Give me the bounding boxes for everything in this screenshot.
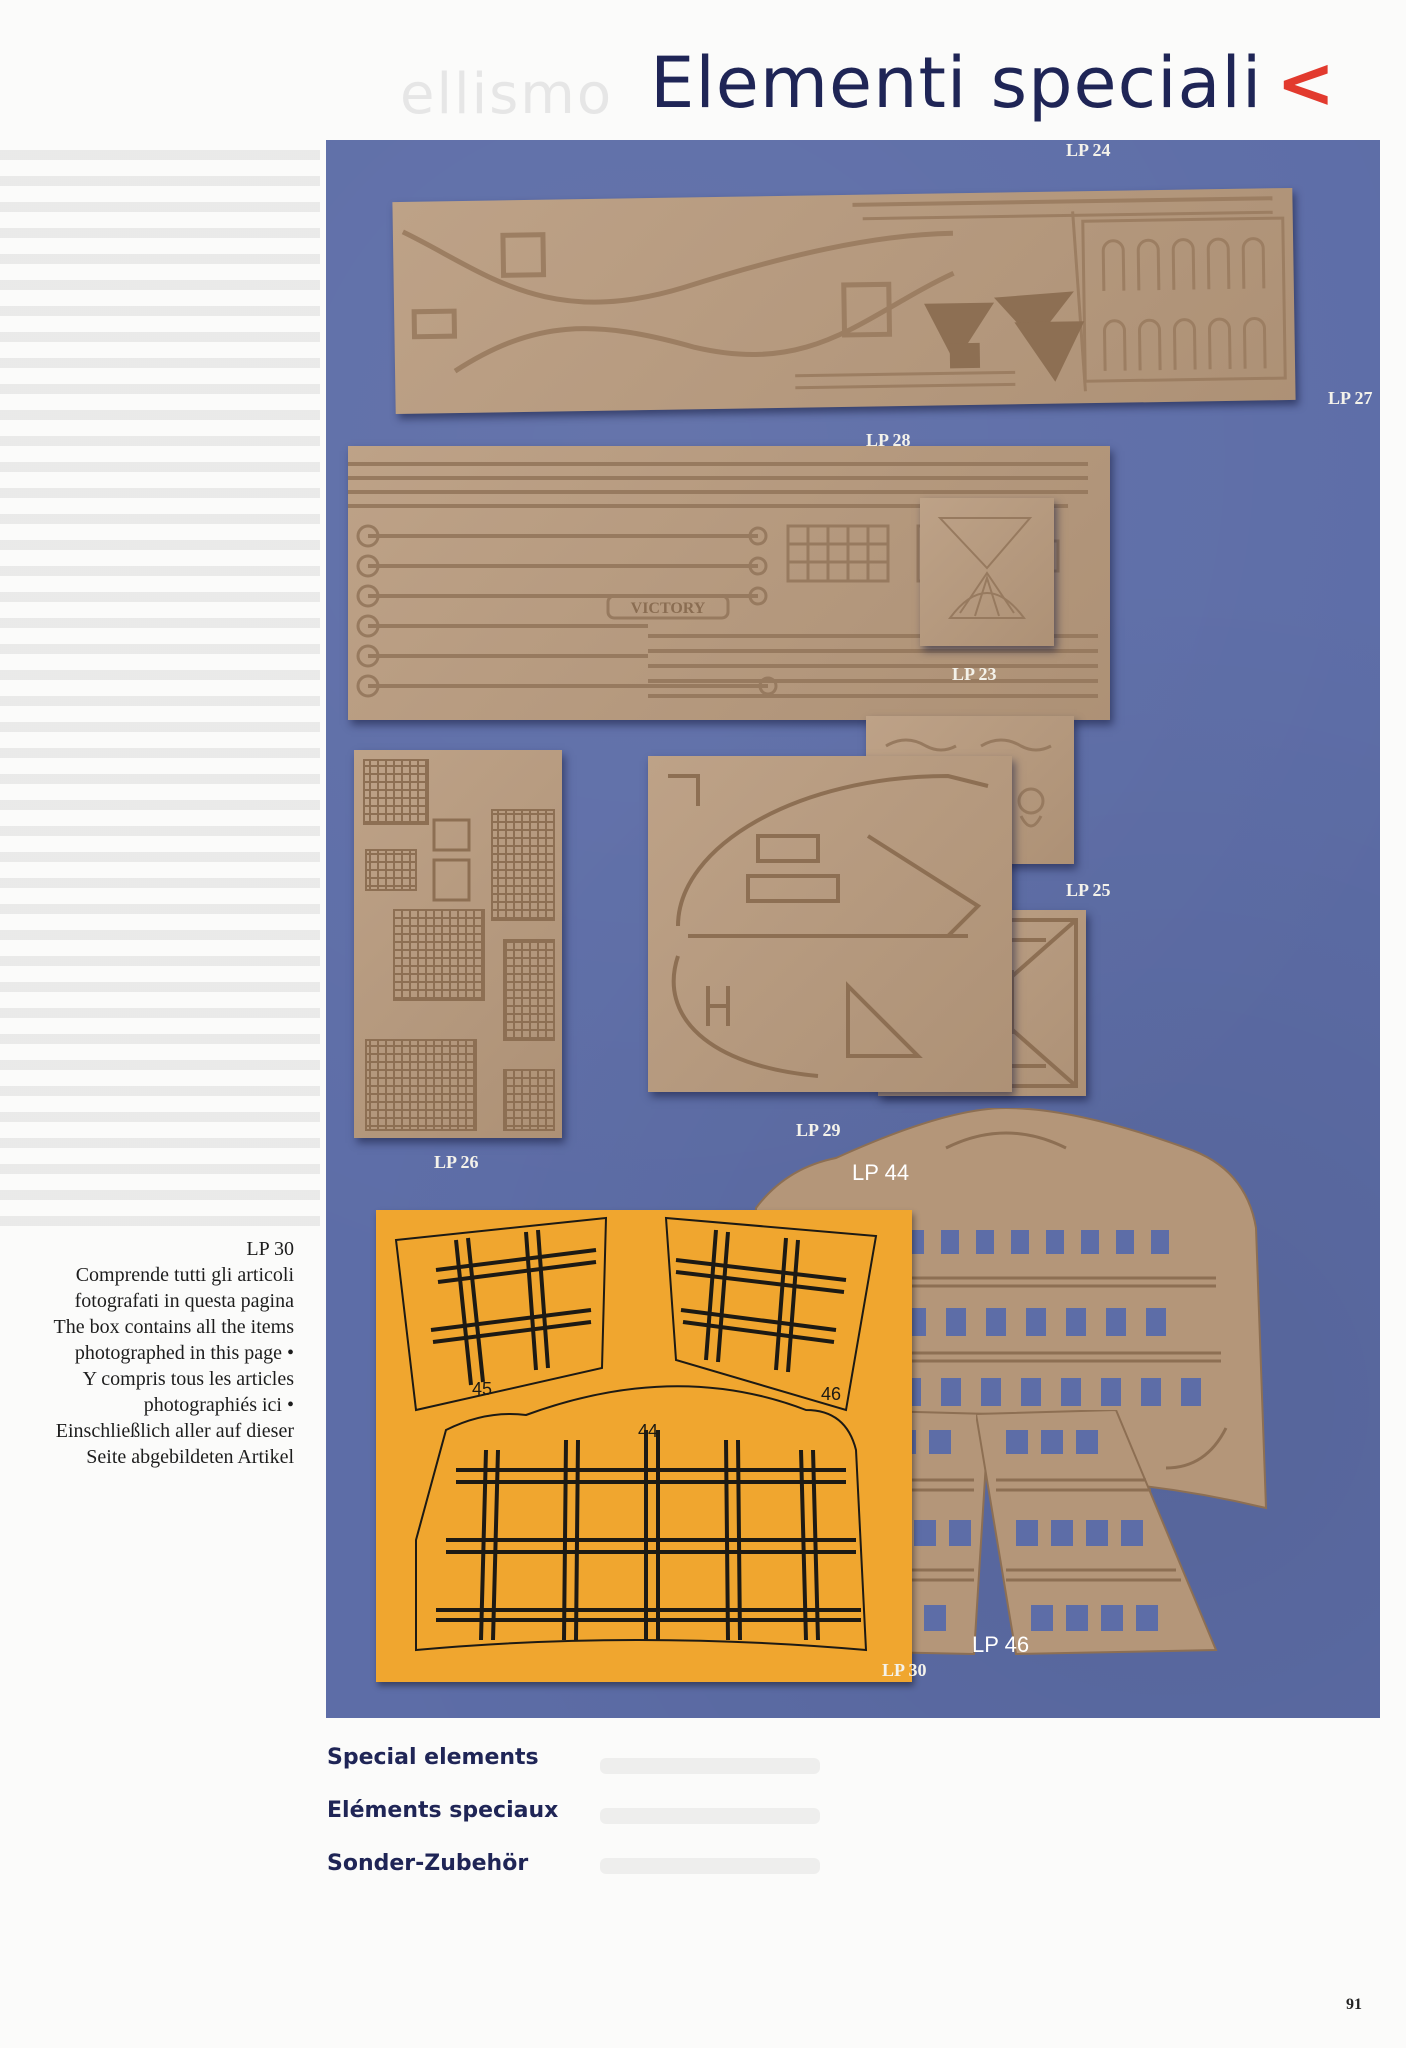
red-arrow-icon: < (1276, 42, 1336, 124)
ghost-text-shadow (600, 1858, 820, 1874)
description-line: Comprende tutti gli articoli (75, 1264, 294, 1286)
board-lp26-relief (354, 750, 562, 1138)
subtitle-english: Special elements (327, 1745, 539, 1770)
label-lp30: LP 30 (882, 1660, 927, 1680)
description-line: The box contains all the items (53, 1316, 294, 1338)
label-lp26: LP 26 (434, 1152, 479, 1172)
label-lp24: LP 24 (1066, 140, 1111, 160)
description-line: Seite abgebildeten Artikel (86, 1446, 294, 1468)
page-number: 91 (1346, 1996, 1362, 2013)
board-lp29-relief (648, 756, 1012, 1092)
board-lp27-relief (392, 188, 1295, 414)
ghost-text-shadow (600, 1808, 820, 1824)
ghost-table-shadow (0, 150, 320, 1230)
board-lp46 (976, 1410, 1226, 1660)
label-lp44: LP 44 (852, 1160, 910, 1185)
label-lp23: LP 23 (952, 664, 997, 684)
board-lp26 (354, 750, 562, 1138)
description-line: Einschließlich aller auf dieser (55, 1420, 294, 1442)
board-lp27 (392, 188, 1295, 414)
template-number-45: 45 (472, 1379, 493, 1399)
board-lp30 (376, 1210, 912, 1682)
label-lp28: LP 28 (866, 430, 911, 450)
description-line: photographed in this page • (74, 1342, 294, 1364)
ghost-title: ellismo (400, 62, 614, 127)
template-number-46: 46 (821, 1384, 842, 1404)
board-lp30-drawing (376, 1210, 912, 1682)
subtitle-german: Sonder-Zubehör (327, 1851, 529, 1876)
board-lp29 (648, 756, 1012, 1092)
label-lp25: LP 25 (1066, 880, 1111, 900)
victory-nameplate: VICTORY (630, 600, 706, 617)
label-lp27: LP 27 (1328, 388, 1373, 408)
board-lp23 (920, 498, 1054, 646)
description-line: fotografati in questa pagina (74, 1290, 294, 1312)
board-lp23-relief (920, 498, 1054, 646)
page-title-text: Elementi speciali (650, 42, 1263, 124)
template-number-44: 44 (638, 1421, 659, 1441)
description-code: LP 30 (246, 1238, 294, 1260)
product-photo-panel (326, 140, 1380, 1718)
ghost-text-shadow (600, 1758, 820, 1774)
label-lp29: LP 29 (796, 1120, 841, 1140)
page-title (650, 42, 1336, 124)
lp30-description (14, 1236, 294, 1470)
subtitle-french: Eléments speciaux (327, 1798, 559, 1823)
description-line: photographiés ici • (143, 1394, 294, 1416)
description-line: Y compris tous les articles (82, 1368, 294, 1390)
label-lp46: LP 46 (972, 1632, 1030, 1657)
